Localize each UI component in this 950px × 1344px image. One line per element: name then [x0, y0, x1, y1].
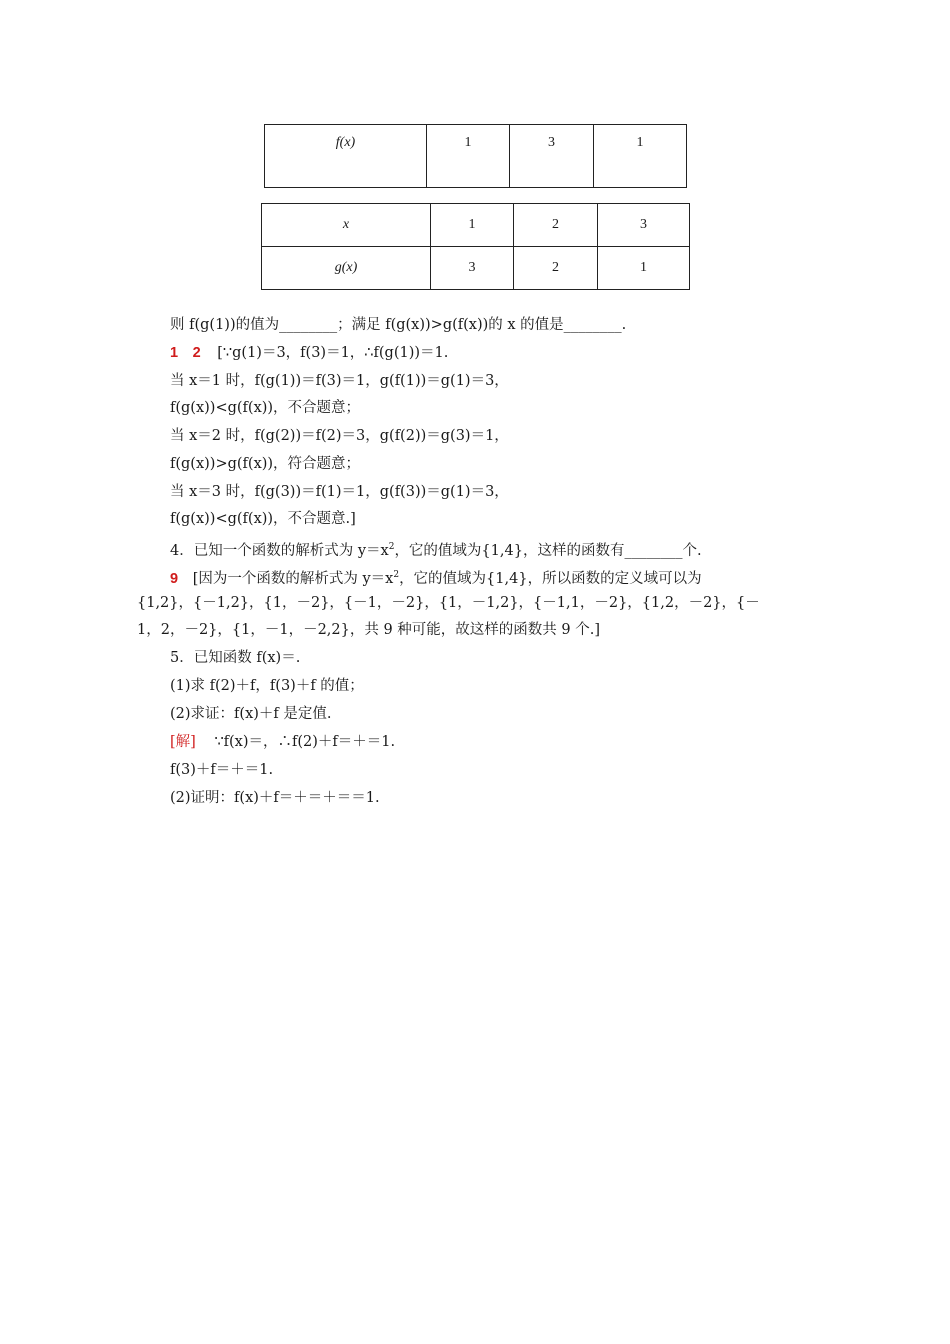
question-text: ，它的值域为{1,4}，这样的函数有________个.: [394, 542, 702, 559]
solution-text: f(g(x))>g(f(x))，符合题意；: [170, 456, 361, 472]
table-cell: 1: [427, 125, 510, 188]
solution-text: ，它的值域为{1,4}，所以函数的定义域可以为: [399, 570, 702, 587]
table-cell: 1: [594, 125, 687, 188]
table-g-values: [261, 203, 690, 290]
solution-text: ∵f(x)＝，∴f(2)＋f＝＋＝1.: [214, 734, 396, 750]
solution-text: 当 x＝1 时，f(g(1))＝f(3)＝1，g(f(1))＝g(1)＝3，: [170, 373, 509, 389]
question-3-solution-line: [170, 343, 448, 363]
solution-text: {1,2}，{－1,2}，{1，－2}，{－1，－2}，{1，－1,2}，{－1,1，－2}，{1,2，－2}，{－: [137, 595, 760, 611]
question-4-text: [170, 537, 702, 561]
question-4-solution-line: [170, 565, 702, 589]
solution-text: (2)证明：f(x)＋f＝＋＝＋＝＝1.: [170, 790, 380, 806]
solution-text: 1，2，－2}，{1，－1，－2,2}，共 9 种可能，故这样的函数共 9 个.]: [137, 622, 601, 638]
solution-text: f(g(x))<g(f(x))，不合题意；: [170, 400, 361, 416]
solution-text: f(3)＋f＝＋＝1.: [170, 762, 274, 778]
exponent: 2: [388, 542, 395, 552]
solution-text: 当 x＝2 时，f(g(2))＝f(2)＝3，g(f(2))＝g(3)＝1，: [170, 428, 509, 444]
question-3-text: 则 f(g(1))的值为________；满足 f(g(x))>g(f(x))的 x 的值是________.: [170, 317, 627, 333]
table-cell: 1: [598, 247, 690, 290]
question-5-solution-line: [170, 732, 395, 752]
table-f-values: [264, 124, 687, 188]
table-cell: 3: [598, 204, 690, 247]
table-cell: g(x): [262, 247, 431, 290]
solution-text: 当 x＝3 时，f(g(3))＝f(1)＝1，g(f(3))＝g(1)＝3，: [170, 484, 509, 500]
answer-value: 1 2: [170, 345, 201, 361]
answer-value: 9: [170, 570, 179, 587]
question-5-text: 5．已知函数 f(x)＝.: [170, 650, 301, 666]
table-row: [262, 247, 690, 290]
table-cell: 2: [514, 247, 598, 290]
table-cell: f(x): [265, 125, 427, 188]
solution-text: f(g(x))<g(f(x))，不合题意.]: [170, 511, 356, 527]
table-cell: 3: [431, 247, 514, 290]
table-cell: 3: [510, 125, 594, 188]
solution-text: [因为一个函数的解析式为 y＝x: [192, 570, 394, 587]
exponent: 2: [393, 570, 400, 580]
question-5-part-1: (1)求 f(2)＋f，f(3)＋f 的值；: [170, 678, 364, 694]
question-text: 4．已知一个函数的解析式为 y＝x: [170, 542, 389, 559]
table-cell: 1: [431, 204, 514, 247]
table-row: [265, 125, 687, 188]
solution-tag: [解]: [170, 734, 196, 750]
solution-text: [∵g(1)＝3，f(3)＝1，∴f(g(1))＝1.: [217, 345, 449, 361]
table-cell: x: [262, 204, 431, 247]
table-cell: 2: [514, 204, 598, 247]
question-5-part-2: (2)求证：f(x)＋f 是定值.: [170, 706, 332, 722]
table-row: [262, 204, 690, 247]
